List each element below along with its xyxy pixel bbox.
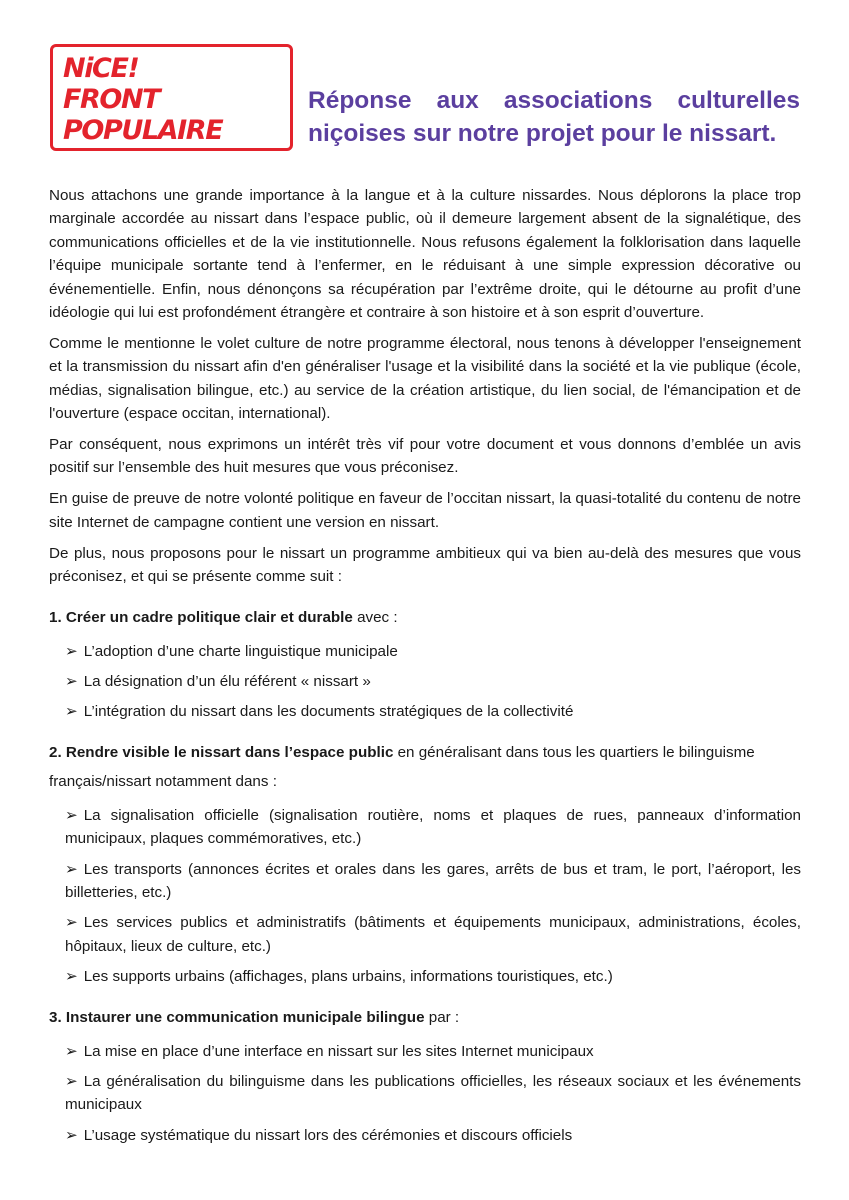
list-item: [65, 965, 801, 988]
section-list: [49, 804, 801, 989]
section-heading-bold: 3. Instaurer une communication municipale bilingue: [49, 1008, 425, 1026]
list-item: [65, 1040, 801, 1063]
arrow-bullet-icon: ➢: [65, 1072, 78, 1090]
arrow-bullet-icon: ➢: [65, 968, 78, 986]
list-item: [65, 858, 801, 905]
arrow-bullet-icon: ➢: [65, 914, 78, 932]
paragraph: De plus, nous proposons pour le nissart un programme ambitieux qui va bien au-delà des mesures que vous préconisez, et qui se présente comme suit :: [49, 544, 801, 586]
logo-line-3: POPULAIRE: [63, 115, 223, 146]
logo-line-2: FRONT: [63, 84, 160, 115]
list-item-text: Les transports (annonces écrites et orales dans les gares, arrêts de bus et tram, le port, l’aéroport, les billetteries, etc.): [65, 860, 801, 901]
list-item: [65, 640, 801, 663]
list-item: [65, 1124, 801, 1147]
list-item-text: La mise en place d’une interface en nissart sur les sites Internet municipaux: [83, 1042, 594, 1060]
list-item-text: Les services publics et administratifs (bâtiments et équipements municipaux, administrations, écoles, hôpitaux, lieux de culture, etc.): [65, 914, 801, 955]
document-body: [49, 184, 801, 1154]
section-list: [49, 640, 801, 724]
list-item-text: La signalisation officielle (signalisation routière, noms et plaques de rues, panneaux d’information municipaux, plaques commémoratives, etc.): [65, 806, 801, 848]
list-item: [65, 804, 801, 851]
list-item-text: La désignation d’un élu référent « nissart »: [83, 672, 371, 690]
section-heading: [49, 1003, 801, 1032]
arrow-bullet-icon: ➢: [65, 703, 78, 721]
arrow-bullet-icon: ➢: [65, 1042, 78, 1060]
arrow-bullet-icon: ➢: [65, 860, 78, 878]
party-logo: [50, 44, 293, 151]
paragraph: Nous attachons une grande importance à la langue et à la culture nissardes. Nous déplorons la place trop marginale accordée au nissart dans l’espace public, où il demeure largement absent de la signalétique, des communications officielles et de la vie institutionnelle. Nous refusons également la folklorisation dans laquelle l’équipe municipale sortante tend à l’enfermer, en le réduisant à une simple expression décorative ou événementielle. Enfin, nous dénonçons sa récupération par l’extrême droite, qui le détourne au profit d’une idéologie qui lui est profondément étrangère et contraire à son histoire et à son esprit d’ouverture.: [49, 187, 801, 322]
document-title: Réponse aux associations culturelles niçoises sur notre projet pour le nissart.: [308, 87, 800, 147]
paragraph: Par conséquent, nous exprimons un intérêt très vif pour votre document et vous donnons d’emblée un avis positif sur l’ensemble des huit mesures que vous préconisez.: [49, 436, 801, 477]
list-item: [65, 1070, 801, 1117]
list-item-text: L’usage systématique du nissart lors des cérémonies et discours officiels: [83, 1126, 573, 1144]
paragraph: En guise de preuve de notre volonté politique en faveur de l’occitan nissart, la quasi-totalité du contenu de notre site Internet de campagne contient une version en nissart.: [49, 490, 801, 531]
section-heading-bold: 2. Rendre visible le nissart dans l’espace public: [49, 743, 394, 761]
list-item: [65, 700, 801, 723]
section-heading-rest: en généralisant dans tous les quartiers le bilinguisme français/nissart notamment dans :: [49, 743, 755, 790]
list-item-text: Les supports urbains (affichages, plans urbains, informations touristiques, etc.): [83, 968, 613, 986]
list-item-text: La généralisation du bilinguisme dans les publications officielles, les réseaux sociaux et les événements municipaux: [65, 1072, 801, 1114]
logo-line-1: NiCE!: [63, 53, 139, 84]
paragraph: Comme le mentionne le volet culture de notre programme électoral, nous tenons à développer l'enseignement et la transmission du nissart afin d'en généraliser l'usage et la visibilité dans la société et la vie publique (école, médias, signalisation bilingue, etc.) au service de la création artistique, du lien social, de l'émancipation et de l'ouverture (espace occitan, international).: [49, 334, 801, 423]
list-item-text: L’adoption d’une charte linguistique municipale: [83, 642, 398, 660]
arrow-bullet-icon: ➢: [65, 1126, 78, 1144]
arrow-bullet-icon: ➢: [65, 672, 78, 690]
section-heading: [49, 738, 801, 796]
arrow-bullet-icon: ➢: [65, 806, 78, 824]
list-item: [65, 670, 801, 693]
section-heading: [49, 603, 801, 632]
section-list: [49, 1040, 801, 1148]
list-item-text: L’intégration du nissart dans les documents stratégiques de la collectivité: [83, 703, 574, 721]
arrow-bullet-icon: ➢: [65, 642, 78, 660]
list-item: [65, 911, 801, 958]
section-heading-rest: par :: [424, 1008, 460, 1026]
section-heading-bold: 1. Créer un cadre politique clair et durable: [49, 608, 353, 626]
section-heading-rest: avec :: [352, 608, 398, 626]
